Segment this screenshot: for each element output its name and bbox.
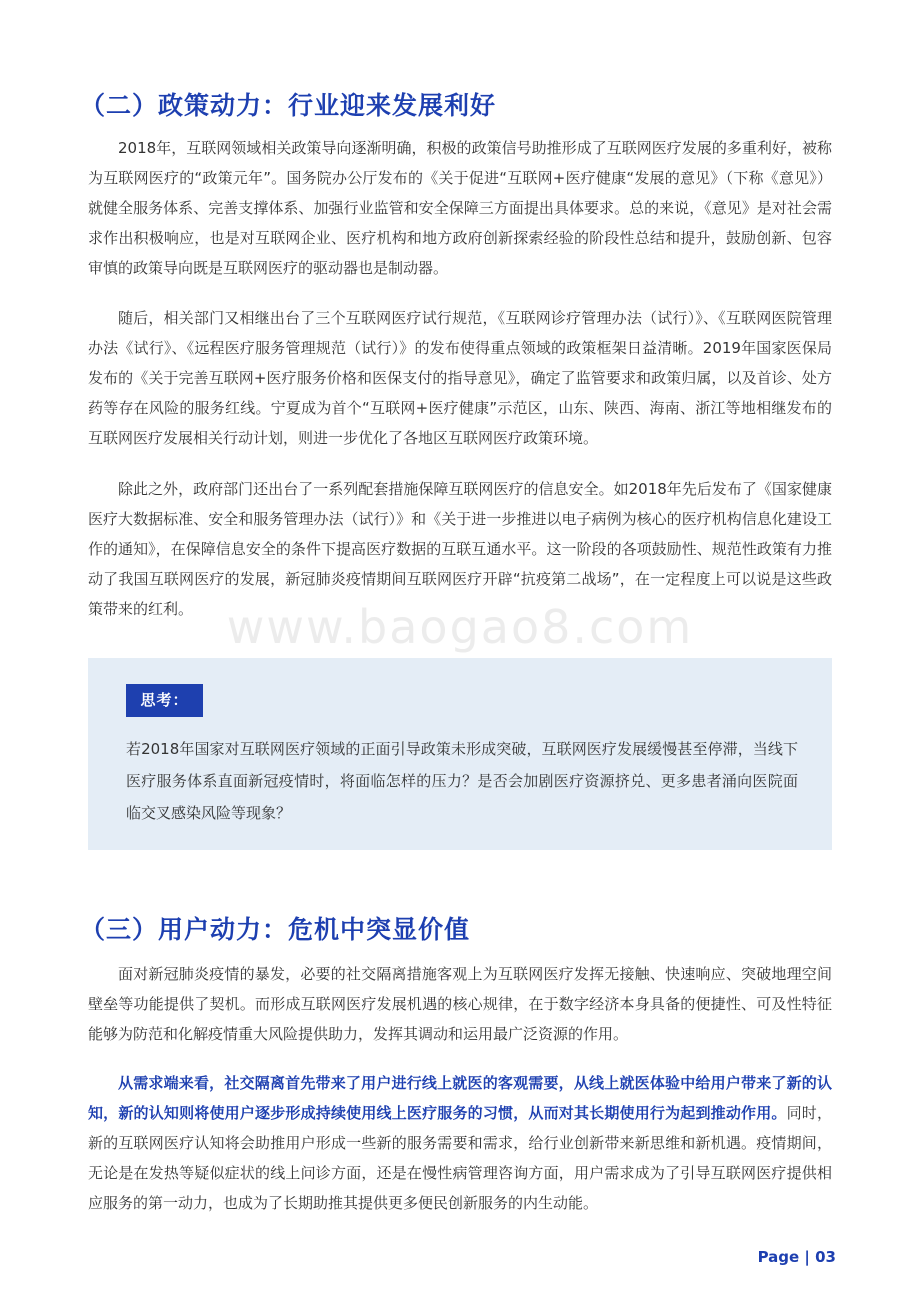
policy-paragraph-2: 随后，相关部门又相继出台了三个互联网医疗试行规范，《互联网诊疗管理办法（试行）》、《互联网医院管理办法《试行》、《远程医疗服务管理规范（试行）》的发布使得重点领域的政策框架日益清晰。2019年国家医保局发布的《关于完善互联网+医疗服务价格和医保支付的指导意见》，确定了监管要求和政策归属，以及首诊、处方药等存在风险的服务红线。宁夏成为首个“互联网+医疗健康”示范区，山东、陕西、海南、浙江等地相继发布的互联网医疗发展相关行动计划，则进一步优化了各地区互联网医疗政策环境。 [88, 309, 832, 447]
think-text: 若2018年国家对互联网医疗领域的正面引导政策未形成突破，互联网医疗发展缓慢甚至停滞，当线下医疗服务体系直面新冠疫情时，将面临怎样的压力？是否会加剧医疗资源挤兑、更多患者涌向医院面临交叉感染风险等现象？ [126, 740, 798, 822]
highlight-text: 从需求端来看，社交隔离首先带来了用户进行线上就医的客观需要，从线上就医体验中给用户带来了新的认知，新的认知则将使用户逐步形成持续使用线上医疗服务的习惯，从而对其长期使用行为起到推动作用。 [88, 1074, 832, 1122]
policy-paragraph-3: 除此之外，政府部门还出台了一系列配套措施保障互联网医疗的信息安全。如2018年先后发布了《国家健康医疗大数据标准、安全和服务管理办法（试行）》和《关于进一步推进以电子病例为核心的医疗机构信息化建设工作的通知》，在保障信息安全的条件下提高医疗数据的互联互通水平。这一阶段的各项鼓励性、规范性政策有力推动了我国互联网医疗的发展，新冠肺炎疫情期间互联网医疗开辟“抗疫第二战场”，在一定程度上可以说是这些政策带来的红利。 [88, 480, 832, 618]
section-heading-user: （三）用户动力：危机中突显价值 [80, 915, 471, 944]
watermark: www.baogao8.com [226, 600, 694, 654]
user-paragraph-2 [88, 1068, 832, 1218]
policy-paragraph-1: 2018年，互联网领域相关政策导向逐渐明确，积极的政策信号助推形成了互联网医疗发展的多重利好，被称为互联网医疗的“政策元年”。国务院办公厅发布的《关于促进“互联网+医疗健康“发展的意见》（下称《意见》）就健全服务体系、完善支撑体系、加强行业监管和安全保障三方面提出具体要求。总的来说，《意见》是对社会需求作出积极响应，也是对互联网企业、医疗机构和地方政府创新探索经验的阶段性总结和提升，鼓励创新、包容审慎的政策导向既是互联网医疗的驱动器也是制动器。 [88, 139, 832, 277]
page-number: Page | 03 [757, 1248, 836, 1266]
section-heading-policy: （二）政策动力：行业迎来发展利好 [80, 91, 497, 120]
paragraph-text: 同时，新的互联网医疗认知将会助推用户形成一些新的服务需要和需求，给行业创新带来新思维和新机遇。疫情期间，无论是在发热等疑似症状的线上问诊方面，还是在慢性病管理咨询方面，用户需求成为了引导互联网医疗提供相应服务的第一动力，也成为了长期助推其提供更多便民创新服务的内生动能。 [88, 1104, 832, 1212]
user-paragraph-1: 面对新冠肺炎疫情的暴发，必要的社交隔离措施客观上为互联网医疗发挥无接触、快速响应、突破地理空间壁垒等功能提供了契机。而形成互联网医疗发展机遇的核心规律，在于数字经济本身具备的便捷性、可及性特征能够为防范和化解疫情重大风险提供助力，发挥其调动和运用最广泛资源的作用。 [88, 965, 832, 1043]
think-box [88, 658, 832, 850]
think-badge: 思考： [126, 684, 203, 717]
